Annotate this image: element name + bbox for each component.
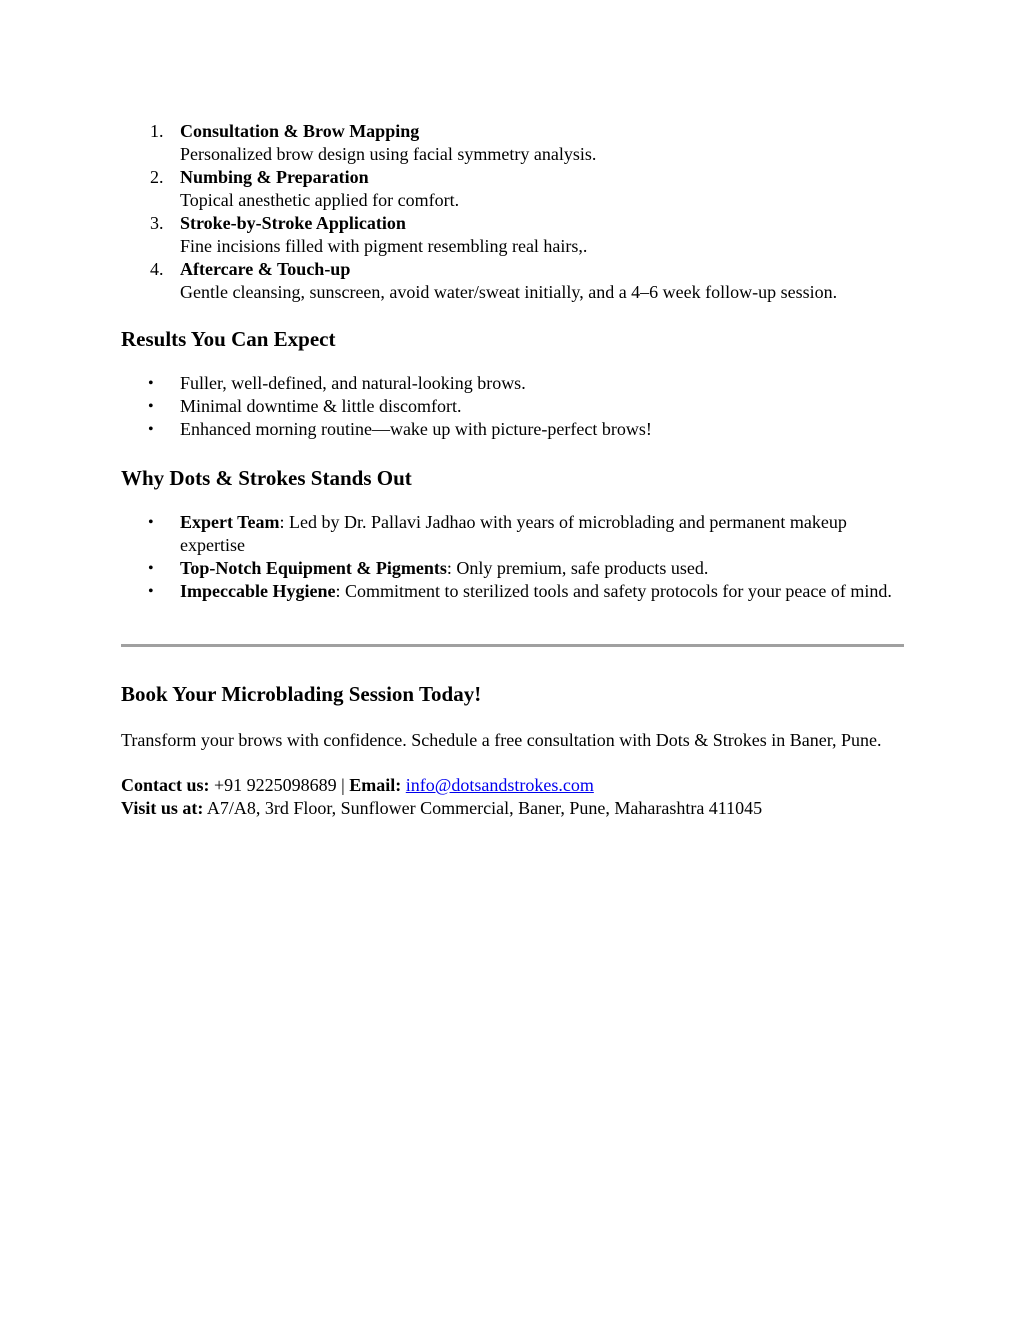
- bullet-icon: •: [148, 514, 154, 531]
- phone-text: +91 9225098689 |: [209, 775, 350, 795]
- step-number: 3.: [150, 213, 164, 233]
- email-label: Email:: [349, 775, 402, 795]
- why-list: [121, 511, 904, 603]
- list-item-text: : Led by Dr. Pallavi Jadhao with years of microblading and permanent makeup expertise: [180, 512, 847, 555]
- section-divider: [121, 644, 904, 647]
- list-item: [148, 395, 904, 418]
- list-item: [148, 418, 904, 441]
- step-title: Stroke-by-Stroke Application: [180, 213, 406, 233]
- list-item-label: Impeccable Hygiene: [180, 581, 336, 601]
- bullet-icon: •: [148, 560, 154, 577]
- list-item-text: Enhanced morning routine—wake up with picture-perfect brows!: [180, 419, 652, 439]
- step-title: Consultation & Brow Mapping: [180, 121, 420, 141]
- bullet-icon: •: [148, 583, 154, 600]
- list-item-text: Fuller, well-defined, and natural-looking brows.: [180, 373, 526, 393]
- step-number: 4.: [150, 259, 164, 279]
- step-description: Topical anesthetic applied for comfort.: [180, 190, 460, 210]
- email-link[interactable]: info@dotsandstrokes.com: [405, 775, 594, 795]
- step-number: 1.: [150, 121, 164, 141]
- step-item: [150, 212, 904, 258]
- visit-label: Visit us at:: [121, 798, 204, 818]
- step-item: [150, 258, 904, 304]
- bullet-icon: •: [148, 398, 154, 415]
- bullet-icon: •: [148, 421, 154, 438]
- list-item-text: : Only premium, safe products used.: [446, 558, 709, 578]
- results-list: [121, 372, 904, 441]
- list-item: [148, 372, 904, 395]
- step-title: Aftercare & Touch-up: [180, 259, 351, 279]
- list-item-text: : Commitment to sterilized tools and safety protocols for your peace of mind.: [335, 581, 892, 601]
- step-description: Fine incisions filled with pigment resembling real hairs,.: [180, 236, 588, 256]
- step-item: [150, 166, 904, 212]
- step-title: Numbing & Preparation: [180, 167, 369, 187]
- book-body-text: Transform your brows with confidence. Schedule a free consultation with Dots & Strokes in Baner, Pune.: [121, 730, 882, 750]
- why-heading: Why Dots & Strokes Stands Out: [121, 466, 412, 490]
- list-item-text: Minimal downtime & little discomfort.: [180, 396, 462, 416]
- list-item: [148, 557, 904, 580]
- step-number: 2.: [150, 167, 164, 187]
- results-heading: Results You Can Expect: [121, 327, 336, 351]
- list-item: [148, 580, 904, 603]
- list-item-label: Expert Team: [180, 512, 280, 532]
- contact-label: Contact us:: [121, 775, 210, 795]
- list-item: [148, 511, 904, 557]
- bullet-icon: •: [148, 375, 154, 392]
- procedure-steps-list: [121, 120, 904, 304]
- step-item: [150, 120, 904, 166]
- address-text: A7/A8, 3rd Floor, Sunflower Commercial, Baner, Pune, Maharashtra 411045: [203, 798, 763, 818]
- book-heading: Book Your Microblading Session Today!: [121, 682, 482, 706]
- contact-block: [121, 774, 904, 820]
- step-description: Gentle cleansing, sunscreen, avoid water/sweat initially, and a 4–6 week follow-up session.: [180, 282, 838, 302]
- step-description: Personalized brow design using facial symmetry analysis.: [180, 144, 597, 164]
- document-page: [121, 120, 904, 820]
- list-item-label: Top-Notch Equipment & Pigments: [180, 558, 447, 578]
